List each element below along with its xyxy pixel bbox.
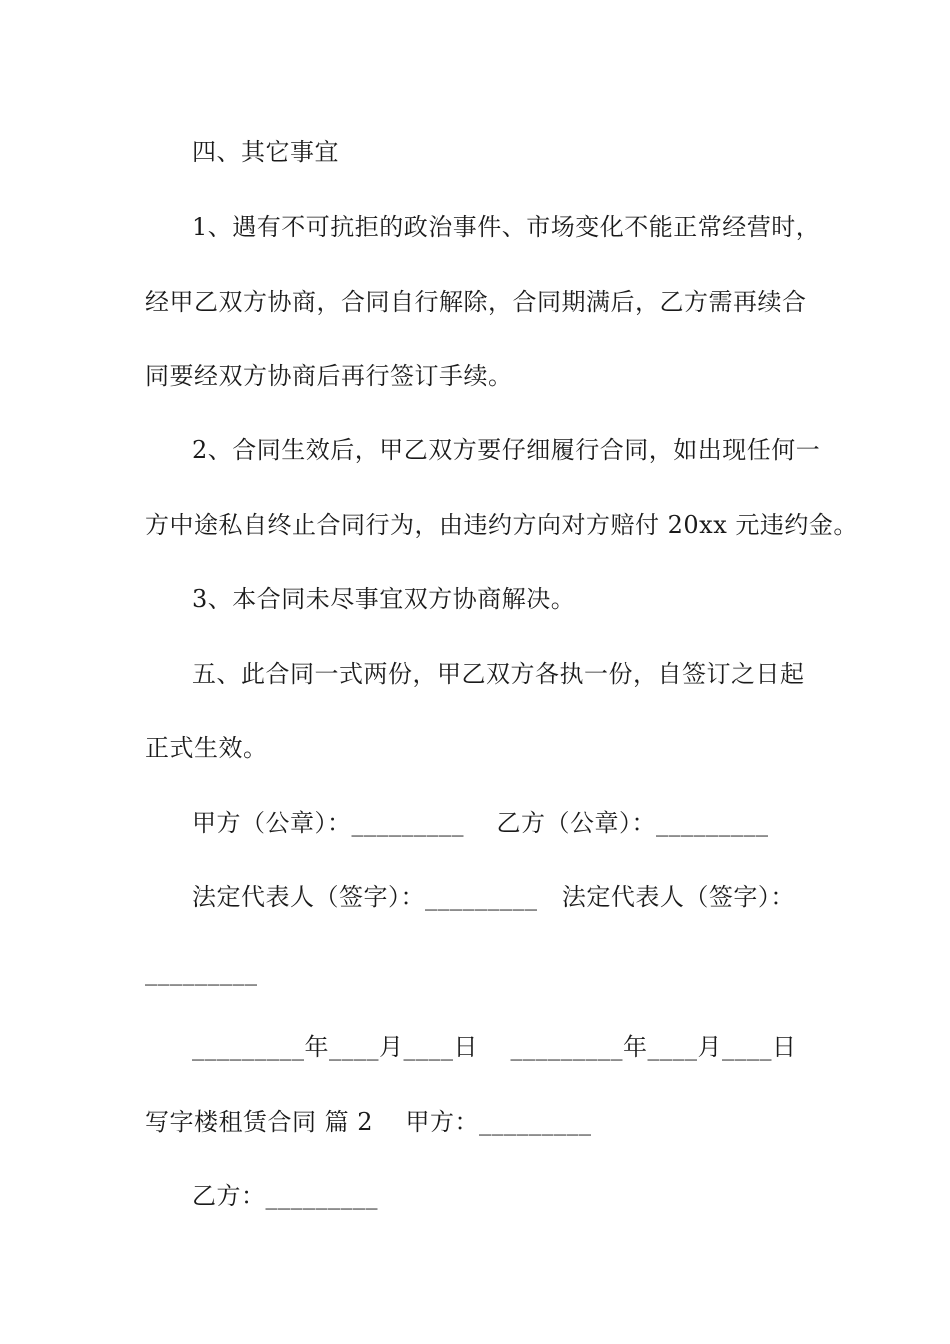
clause-1-line-1: 1、遇有不可抗拒的政治事件、市场变化不能正常经营时， <box>192 213 821 241</box>
contract-2-title-and-party-a: 写字楼租赁合同 篇 2 甲方：_________ <box>145 1108 592 1136</box>
date-line: _________年____月____日 _________年____月____日 <box>192 1033 797 1061</box>
clause-1-line-3: 同要经双方协商后再行签订手续。 <box>145 362 513 390</box>
clause-2-line-1: 2、合同生效后，甲乙双方要仔细履行合同，如出现任何一 <box>192 436 821 464</box>
section-five-line-2: 正式生效。 <box>145 734 268 762</box>
representative-signature-blank: _________ <box>145 958 258 986</box>
seal-line: 甲方（公章）：_________ 乙方（公章）：_________ <box>192 809 769 837</box>
clause-1-line-2: 经甲乙双方协商，合同自行解除，合同期满后，乙方需再续合 <box>145 288 807 316</box>
clause-3: 3、本合同未尽事宜双方协商解决。 <box>192 585 576 613</box>
section-five-line-1: 五、此合同一式两份，甲乙双方各执一份，自签订之日起 <box>192 660 805 688</box>
clause-2-line-2: 方中途私自终止合同行为，由违约方向对方赔付 20xx 元违约金。 <box>145 511 858 539</box>
party-b-line: 乙方：_________ <box>192 1182 378 1210</box>
representative-signature-line: 法定代表人（签字）：_________ 法定代表人（签字）： <box>192 883 795 911</box>
section-heading-other-matters: 四、其它事宜 <box>192 138 339 166</box>
